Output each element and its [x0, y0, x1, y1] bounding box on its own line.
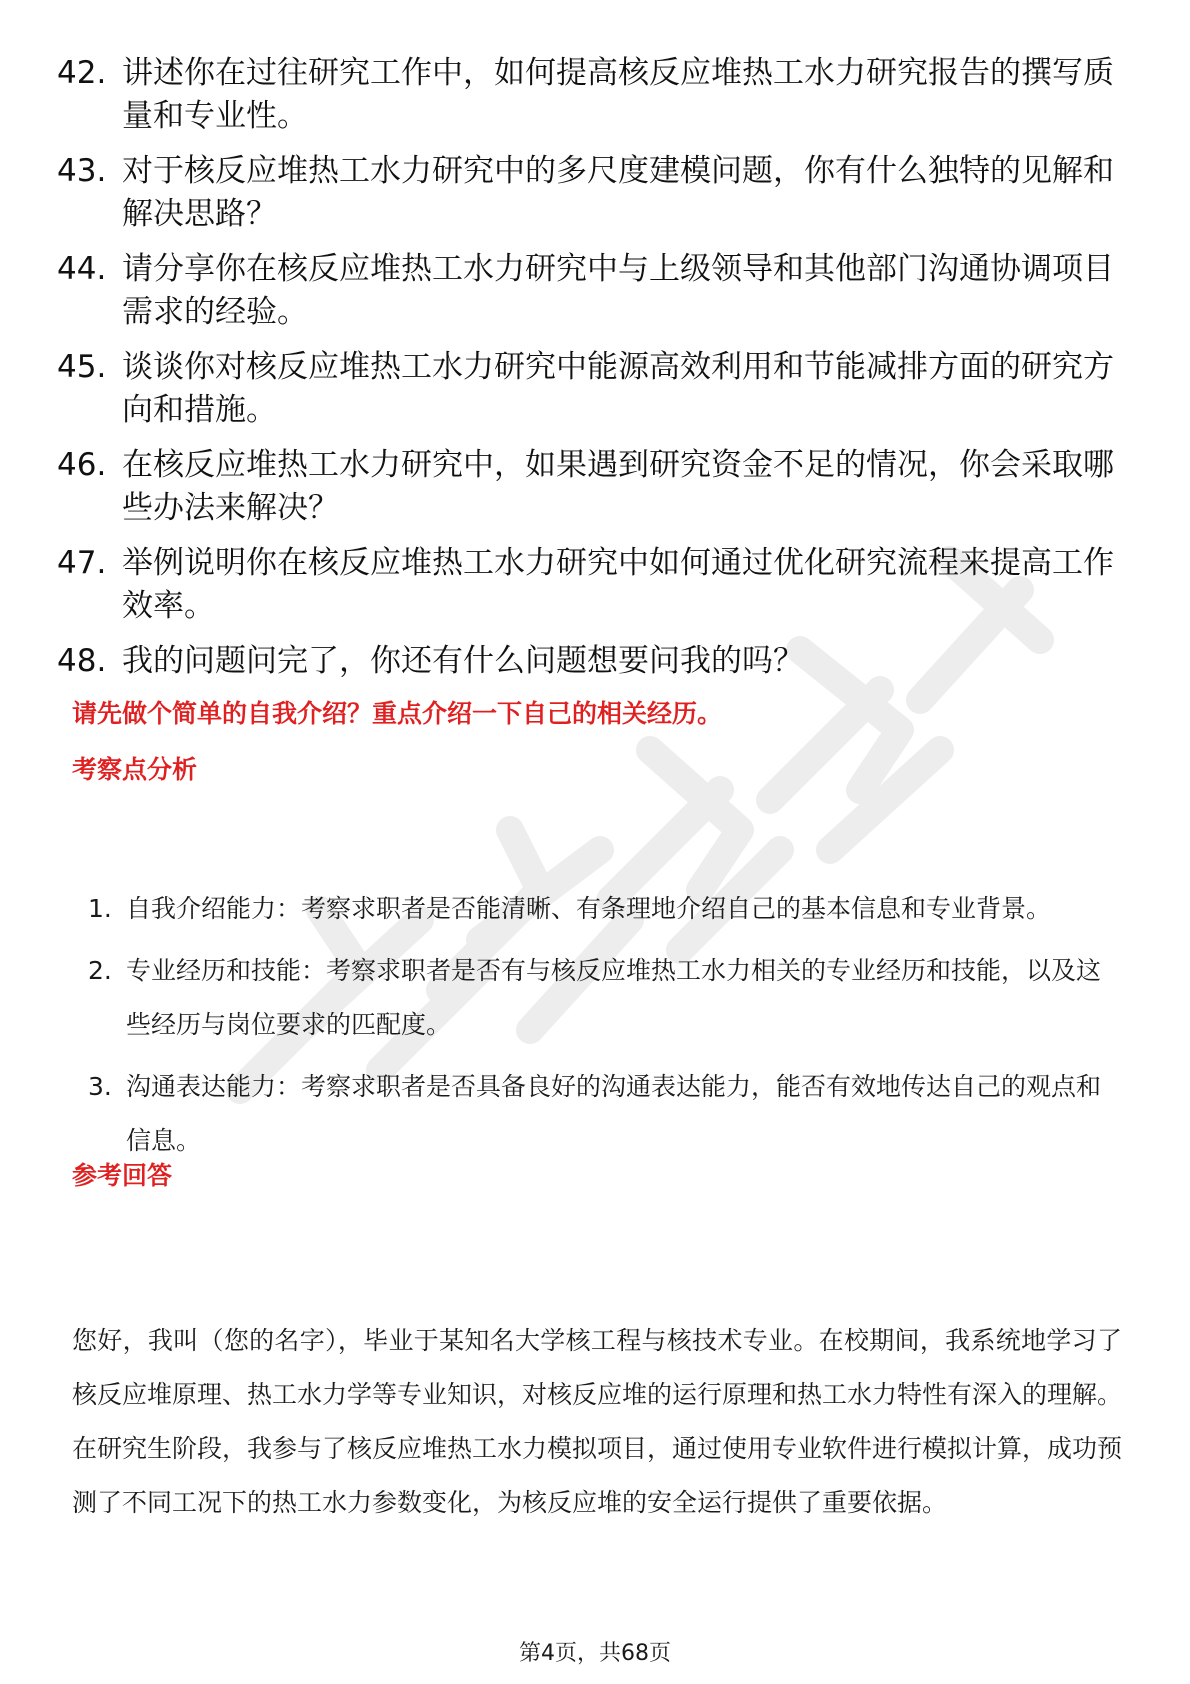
question-item: [57, 444, 1137, 530]
question-text: 讲述你在过往研究工作中，如何提高核反应堆热工水力研究报告的撰写质量和专业性。: [122, 55, 1114, 134]
question-item: [57, 248, 1137, 334]
analysis-text: 沟通表达能力：考察求职者是否具备良好的沟通表达能力，能否有效地传达自己的观点和信息。: [126, 1072, 1102, 1155]
question-item: [57, 640, 1137, 683]
analysis-item: [88, 882, 1118, 936]
question-text: 谈谈你对核反应堆热工水力研究中能源高效利用和节能减排方面的研究方向和措施。: [122, 349, 1114, 428]
question-text: 请分享你在核反应堆热工水力研究中与上级领导和其他部门沟通协调项目需求的经验。: [122, 251, 1114, 330]
answer-paragraph: 您好，我叫（您的名字），毕业于某知名大学核工程与核技术专业。在校期间，我系统地学习了核反应堆原理、热工水力学等专业知识，对核反应堆的运行原理和热工水力特性有深入的理解。在研究生阶段，我参与了核反应堆热工水力模拟项目，通过使用专业软件进行模拟计算，成功预测了不同工况下的热工水力参数变化，为核反应堆的安全运行提供了重要依据。: [72, 1326, 1123, 1517]
question-text: 我的问题问完了，你还有什么问题想要问我的吗？: [122, 643, 804, 679]
question-list: [57, 52, 1137, 695]
analysis-heading: 考察点分析: [72, 755, 198, 784]
analysis-number: 1.: [88, 894, 112, 923]
question-number: 47.: [57, 545, 107, 581]
analysis-number: 3.: [88, 1072, 112, 1101]
analysis-text: 专业经历和技能：考察求职者是否有与核反应堆热工水力相关的专业经历和技能，以及这些经历与岗位要求的匹配度。: [126, 956, 1102, 1039]
analysis-item: [88, 944, 1118, 1052]
question-text: 在核反应堆热工水力研究中，如果遇到研究资金不足的情况，你会采取哪些办法来解决？: [122, 447, 1114, 526]
question-text: 对于核反应堆热工水力研究中的多尺度建模问题，你有什么独特的见解和解决思路？: [122, 153, 1114, 232]
question-number: 45.: [57, 349, 107, 385]
page-number: 第4页，共68页: [519, 1641, 671, 1666]
question-title: 请先做个简单的自我介绍？重点介绍一下自己的相关经历。: [72, 699, 723, 728]
analysis-list: [88, 882, 1118, 1176]
question-item: [57, 150, 1137, 236]
question-number: 48.: [57, 643, 107, 679]
question-item: [57, 542, 1137, 628]
question-text: 举例说明你在核反应堆热工水力研究中如何通过优化研究流程来提高工作效率。: [122, 545, 1114, 624]
question-number: 44.: [57, 251, 107, 287]
analysis-number: 2.: [88, 956, 112, 985]
question-item: [57, 52, 1137, 138]
question-number: 46.: [57, 447, 107, 483]
answer-heading: 参考回答: [72, 1161, 173, 1190]
analysis-text: 自我介绍能力：考察求职者是否能清晰、有条理地介绍自己的基本信息和专业背景。: [126, 894, 1052, 923]
analysis-item: [88, 1060, 1118, 1168]
question-number: 43.: [57, 153, 107, 189]
question-number: 42.: [57, 55, 107, 91]
question-item: [57, 346, 1137, 432]
